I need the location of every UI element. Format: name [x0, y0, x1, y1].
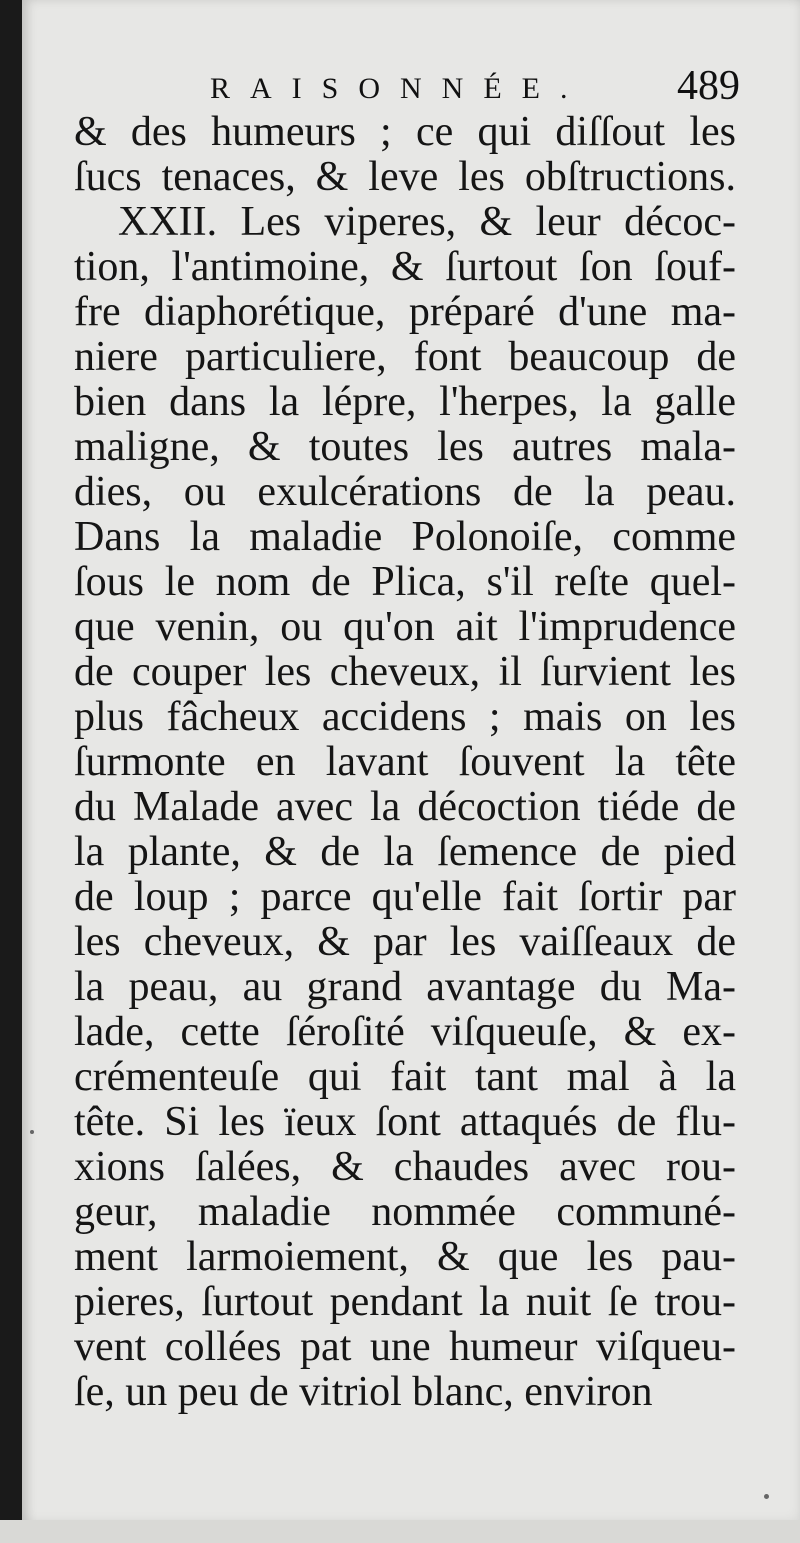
- text-line: fre diaphorétique, préparé d'une ma-: [74, 289, 736, 335]
- text-line: tion, l'antimoine, & ſurtout ſon ſouf-: [74, 244, 736, 290]
- text-line: XXII. Les viperes, & leur décoc-: [118, 199, 736, 245]
- text-line: ſucs tenaces, & leve les obſtructions.: [74, 154, 736, 200]
- page-header: [210, 62, 740, 116]
- text-line: dies, ou exulcérations de la peau.: [74, 469, 736, 515]
- text-line: niere particuliere, font beaucoup de: [74, 334, 736, 380]
- text-line: xions ſalées, & chaudes avec rou-: [74, 1144, 736, 1190]
- text-line: la peau, au grand avantage du Ma-: [74, 964, 736, 1010]
- text-line: du Malade avec la décoction tiéde de: [74, 784, 736, 830]
- text-line: & des humeurs ; ce qui diſſout les: [74, 109, 736, 155]
- text-line: vent collées pat une humeur viſqueu-: [74, 1324, 736, 1370]
- text-line: ſurmonte en lavant ſouvent la tête: [74, 739, 736, 785]
- text-line: geur, maladie nommée communé-: [74, 1189, 736, 1235]
- text-line: les cheveux, & par les vaiſſeaux de: [74, 919, 736, 965]
- text-line: ment larmoiement, & que les pau-: [74, 1234, 736, 1280]
- text-line: bien dans la lépre, l'herpes, la galle: [74, 379, 736, 425]
- ink-speck: [764, 1494, 769, 1499]
- text-line: Dans la maladie Polonoiſe, comme: [74, 514, 736, 560]
- text-line: lade, cette ſéroſité viſqueuſe, & ex-: [74, 1009, 736, 1055]
- text-line: plus fâcheux accidens ; mais on les: [74, 694, 736, 740]
- body-text: [74, 110, 736, 1415]
- text-line: de loup ; parce qu'elle fait ſortir par: [74, 874, 736, 920]
- text-line: maligne, & toutes les autres mala-: [74, 424, 736, 470]
- text-line: que venin, ou qu'on ait l'imprudence: [74, 604, 736, 650]
- paper-bottom-edge: [0, 1520, 800, 1543]
- text-line: ſe, un peu de vitriol blanc, environ: [74, 1369, 653, 1415]
- text-line: tête. Si les ïeux ſont attaqués de flu-: [74, 1099, 736, 1145]
- text-line: ſous le nom de Plica, s'il reſte quel-: [74, 559, 736, 605]
- text-line: de couper les cheveux, il ſurvient les: [74, 649, 736, 695]
- text-line: la plante, & de la ſemence de pied: [74, 829, 736, 875]
- page-number: 489: [677, 63, 740, 109]
- ink-speck: [30, 1130, 34, 1134]
- text-line: pieres, ſurtout pendant la nuit ſe trou-: [74, 1279, 736, 1325]
- text-line: crémenteuſe qui fait tant mal à la: [74, 1054, 736, 1100]
- running-head: RAISONNÉE.: [210, 72, 588, 105]
